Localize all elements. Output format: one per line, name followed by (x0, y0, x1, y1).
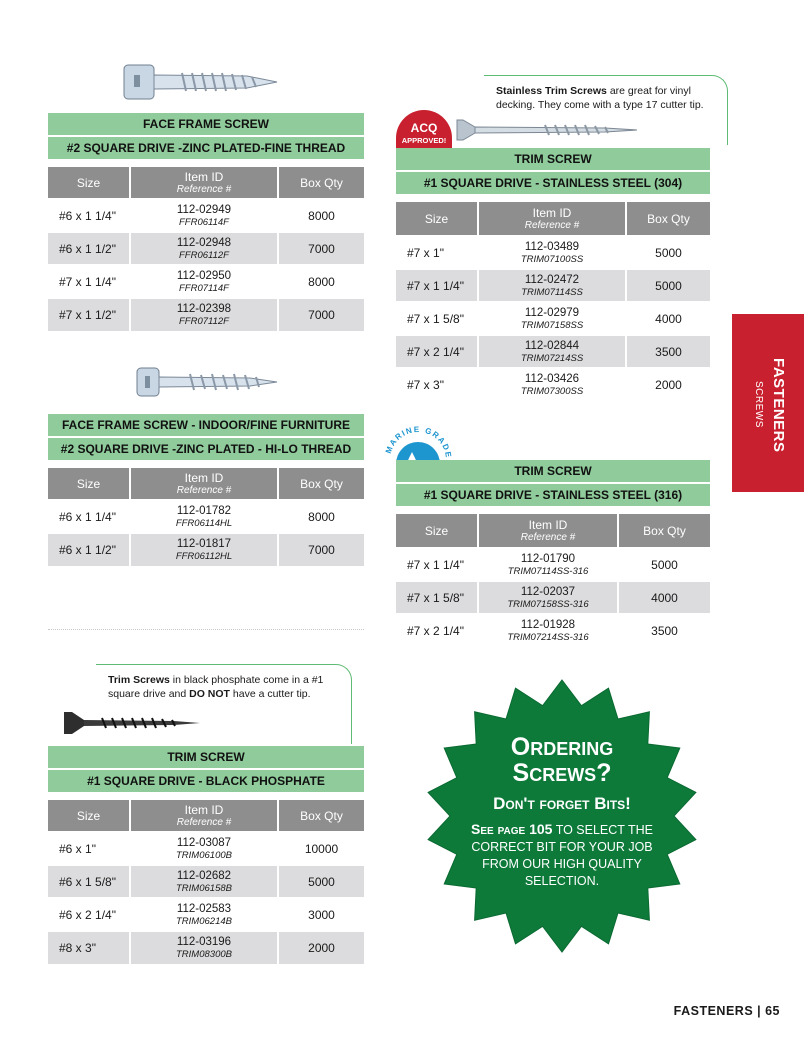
size-header: Size (48, 800, 130, 832)
fasteners-side-tab (732, 314, 804, 492)
qty-cell: 2000 (626, 368, 710, 401)
spec-table (396, 514, 710, 647)
acq-approved-badge (396, 110, 452, 152)
table-title: FACE FRAME SCREW - INDOOR/FINE FURNITURE (48, 414, 364, 438)
table-row (396, 269, 710, 302)
item-id-cell: 112-02948 FFR06112F (130, 232, 278, 265)
hi-lo-screw-image (135, 366, 280, 398)
box-qty-header: Box Qty (626, 202, 710, 236)
side-tab-sub: SCREWS (753, 381, 764, 428)
size-cell: #7 x 3" (396, 368, 478, 401)
item-id-cell: 112-02398 FFR07112F (130, 298, 278, 331)
qty-cell: 5000 (278, 865, 364, 898)
size-header: Size (396, 202, 478, 236)
size-cell: #6 x 1 1/4" (48, 500, 130, 533)
item-id-header: Item ID Reference # (478, 202, 626, 236)
item-id-cell: 112-02844 TRIM07214SS (478, 335, 626, 368)
box-qty-header: Box Qty (278, 800, 364, 832)
promo-line3: Don't forget Bits! (493, 794, 631, 814)
table-row (48, 199, 364, 232)
qty-cell: 7000 (278, 298, 364, 331)
item-id-cell: 112-03196 TRIM08300B (130, 931, 278, 964)
size-header: Size (48, 468, 130, 500)
qty-cell: 8000 (278, 500, 364, 533)
qty-cell: 7000 (278, 533, 364, 566)
table-row (48, 931, 364, 964)
black-trim-callout: Trim Screws in black phosphate come in a #1 square drive and DO NOT have a cutter tip. (96, 664, 352, 744)
table-row (48, 533, 364, 566)
box-qty-header: Box Qty (278, 468, 364, 500)
item-id-cell: 112-01817 FFR06112HL (130, 533, 278, 566)
qty-cell: 3500 (626, 335, 710, 368)
face-frame-screw-image (122, 62, 282, 102)
item-id-cell: 112-03087 TRIM06100B (130, 832, 278, 865)
table-row (48, 232, 364, 265)
item-id-cell: 112-01782 FFR06114HL (130, 500, 278, 533)
size-cell: #7 x 2 1/4" (396, 335, 478, 368)
size-header: Size (48, 167, 130, 199)
promo-body: See page 105 TO SELECT THE CORRECT BIT FOR YOUR JOB FROM OUR HIGH QUALITY SELECTION. (471, 821, 653, 888)
qty-cell: 5000 (626, 236, 710, 269)
stainless-trim-screw-image (455, 118, 640, 142)
table-row (48, 500, 364, 533)
spec-table (396, 202, 710, 401)
table-row (48, 298, 364, 331)
item-id-header: Item ID Reference # (478, 514, 618, 548)
page-footer: FASTENERS | 65 (673, 1004, 780, 1018)
size-header: Size (396, 514, 478, 548)
promo-line2: Screws? (512, 759, 612, 787)
table-row (48, 265, 364, 298)
qty-cell: 10000 (278, 832, 364, 865)
size-cell: #7 x 1 5/8" (396, 302, 478, 335)
qty-cell: 2000 (278, 931, 364, 964)
item-id-cell: 112-02949 FFR06114F (130, 199, 278, 232)
table-title: TRIM SCREW (396, 460, 710, 484)
qty-cell: 7000 (278, 232, 364, 265)
item-id-header: Item ID Reference # (130, 800, 278, 832)
size-cell: #6 x 1 1/2" (48, 232, 130, 265)
table-row (396, 335, 710, 368)
table-row (48, 832, 364, 865)
face-frame-indoor-table (48, 414, 364, 566)
marine-grade-label: MARINE GRADE (383, 424, 454, 460)
promo-line1: Ordering (510, 733, 614, 761)
item-id-cell: 112-02472 TRIM07114SS (478, 269, 626, 302)
size-cell: #6 x 2 1/4" (48, 898, 130, 931)
size-cell: #7 x 1 5/8" (396, 581, 478, 614)
table-row (396, 548, 710, 581)
trim-316-table (396, 460, 710, 647)
table-row (48, 865, 364, 898)
size-cell: #7 x 1 1/2" (48, 298, 130, 331)
item-id-cell: 112-03489 TRIM07100SS (478, 236, 626, 269)
size-cell: #6 x 1 1/2" (48, 533, 130, 566)
item-id-cell: 112-02979 TRIM07158SS (478, 302, 626, 335)
table-row (396, 581, 710, 614)
table-row (48, 898, 364, 931)
size-cell: #6 x 1" (48, 832, 130, 865)
qty-cell: 4000 (618, 581, 710, 614)
table-subtitle: #1 SQUARE DRIVE - STAINLESS STEEL (304) (396, 172, 710, 196)
box-qty-header: Box Qty (278, 167, 364, 199)
section-divider (48, 629, 364, 630)
table-row (396, 302, 710, 335)
qty-cell: 8000 (278, 265, 364, 298)
table-title: FACE FRAME SCREW (48, 113, 364, 137)
side-tab-title: FASTENERS (770, 358, 787, 453)
size-cell: #7 x 2 1/4" (396, 614, 478, 647)
qty-cell: 5000 (618, 548, 710, 581)
item-id-cell: 112-02950 FFR07114F (130, 265, 278, 298)
table-row (396, 614, 710, 647)
size-cell: #6 x 1 5/8" (48, 865, 130, 898)
qty-cell: 8000 (278, 199, 364, 232)
size-cell: #7 x 1" (396, 236, 478, 269)
promo-text (458, 735, 666, 890)
spec-table (48, 167, 364, 331)
size-cell: #7 x 1 1/4" (396, 548, 478, 581)
item-id-cell: 112-01790 TRIM07114SS-316 (478, 548, 618, 581)
acq-label: ACQ (410, 121, 438, 135)
stainless-trim-callout: Stainless Trim Screws are great for vinyl decking. They come with a type 17 cutter tip. (484, 75, 728, 145)
table-subtitle: #2 SQUARE DRIVE -ZINC PLATED-FINE THREAD (48, 137, 364, 161)
item-id-header: Item ID Reference # (130, 167, 278, 199)
table-title: TRIM SCREW (396, 148, 710, 172)
approved-label: APPROVED! (401, 136, 447, 145)
size-cell: #8 x 3" (48, 931, 130, 964)
item-id-header: Item ID Reference # (130, 468, 278, 500)
size-cell: #6 x 1 1/4" (48, 199, 130, 232)
table-subtitle: #2 SQUARE DRIVE -ZINC PLATED - HI-LO THREAD (48, 438, 364, 462)
qty-cell: 3000 (278, 898, 364, 931)
item-id-cell: 112-02583 TRIM06214B (130, 898, 278, 931)
item-id-cell: 112-01928 TRIM07214SS-316 (478, 614, 618, 647)
box-qty-header: Box Qty (618, 514, 710, 548)
spec-table (48, 468, 364, 566)
size-cell: #7 x 1 1/4" (48, 265, 130, 298)
table-subtitle: #1 SQUARE DRIVE - STAINLESS STEEL (316) (396, 484, 710, 508)
trim-black-table (48, 746, 364, 964)
qty-cell: 3500 (618, 614, 710, 647)
black-trim-screw-image (62, 710, 202, 736)
qty-cell: 5000 (626, 269, 710, 302)
item-id-cell: 112-03426 TRIM07300SS (478, 368, 626, 401)
qty-cell: 4000 (626, 302, 710, 335)
table-title: TRIM SCREW (48, 746, 364, 770)
face-frame-table (48, 113, 364, 331)
size-cell: #7 x 1 1/4" (396, 269, 478, 302)
item-id-cell: 112-02037 TRIM07158SS-316 (478, 581, 618, 614)
table-row (396, 368, 710, 401)
trim-304-table (396, 148, 710, 401)
table-subtitle: #1 SQUARE DRIVE - BLACK PHOSPHATE (48, 770, 364, 794)
spec-table (48, 800, 364, 964)
item-id-cell: 112-02682 TRIM06158B (130, 865, 278, 898)
table-row (396, 236, 710, 269)
